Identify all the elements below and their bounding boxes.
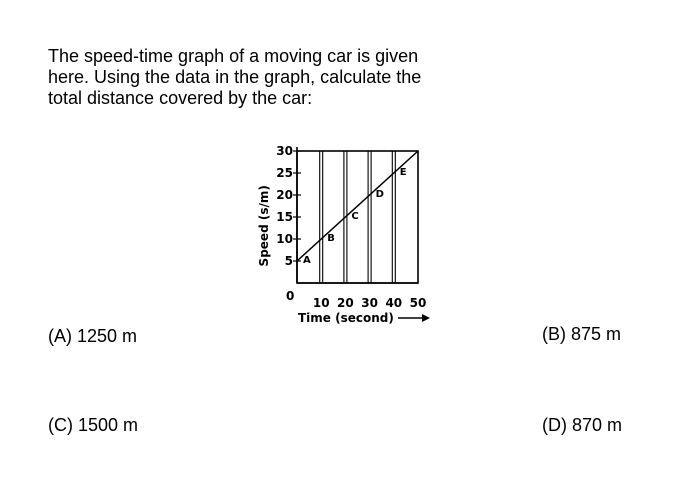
origin-label: 0 — [286, 289, 295, 303]
y-tick-label: 20 — [276, 188, 293, 202]
option-a[interactable]: (A) 1250 m — [48, 326, 138, 346]
option-d[interactable]: (D) 870 m — [542, 415, 623, 435]
x-tick-label: 50 — [409, 296, 427, 310]
y-tick-label: 5 — [284, 254, 293, 268]
point-label: C — [351, 211, 359, 222]
question-line-1: The speed-time graph of a moving car is given — [48, 46, 419, 66]
arrow-right-icon — [398, 314, 430, 322]
y-tick-label: 25 — [276, 166, 293, 180]
y-tick-label: 10 — [276, 232, 293, 246]
x-tick-label: 30 — [361, 296, 378, 310]
labels — [303, 167, 407, 266]
x-tick-label: 40 — [385, 296, 403, 310]
y-axis-label: Speed (s/m) — [257, 185, 271, 267]
question-line-2: here. Using the data in the graph, calculate the — [48, 67, 422, 87]
point-label: A — [303, 255, 311, 266]
point-label: D — [375, 189, 384, 200]
x-axis-label: Time (second) — [298, 311, 394, 325]
x-tick-label: 20 — [337, 296, 354, 310]
y-tick-label: 30 — [276, 144, 293, 158]
y-tick-label: 15 — [276, 210, 293, 224]
point-label: E — [399, 167, 407, 178]
question-line-3: total distance covered by the car: — [48, 88, 313, 108]
option-c[interactable]: (C) 1500 m — [48, 415, 139, 435]
option-b[interactable]: (B) 875 m — [542, 324, 622, 344]
x-tick-label: 10 — [312, 296, 330, 310]
point-label: B — [327, 233, 335, 244]
